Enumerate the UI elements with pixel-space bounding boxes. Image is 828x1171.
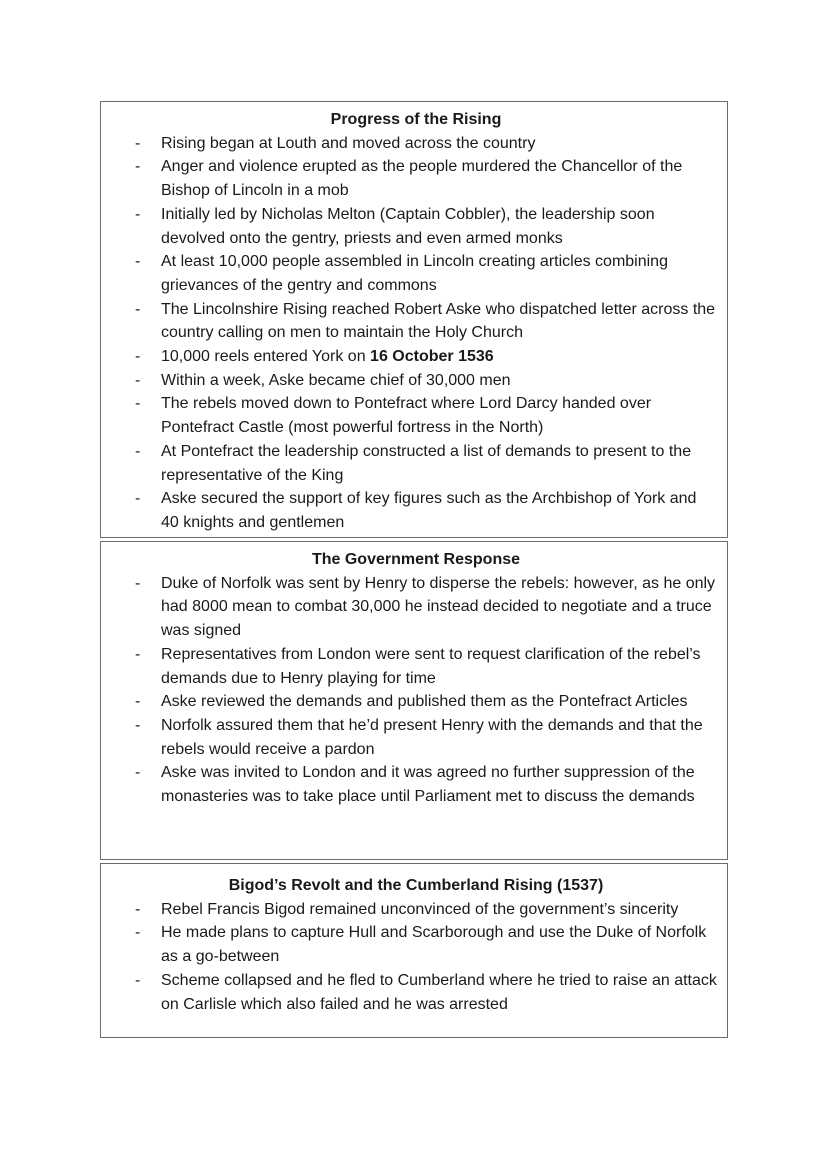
dash-bullet: - <box>135 764 141 782</box>
list-item: - At Pontefract the leadership constructed a list of demands to present to the representative of the King <box>115 440 717 487</box>
list-item: - He made plans to capture Hull and Scarborough and use the Duke of Norfolk as a go-between <box>115 921 717 968</box>
list-item: - Within a week, Aske became chief of 30,000 men <box>115 369 717 393</box>
section-title: Bigod’s Revolt and the Cumberland Rising (1537) <box>228 877 604 894</box>
dash-bullet: - <box>135 442 141 460</box>
bullet-list <box>115 132 717 535</box>
dash-bullet: - <box>135 645 141 663</box>
dash-bullet: - <box>135 300 141 318</box>
dash-bullet: - <box>135 205 141 223</box>
dash-bullet: - <box>135 574 141 592</box>
list-item: - Initially led by Nicholas Melton (Captain Cobbler), the leadership soon devolved onto the gentry, priests and even armed monks <box>115 203 717 250</box>
list-item: - Aske secured the support of key figures such as the Archbishop of York and 40 knights and gentlemen <box>115 487 717 534</box>
list-item: - Aske was invited to London and it was agreed no further suppression of the monasteries was to take place until Parliament met to discuss the demands <box>115 761 717 808</box>
dash-bullet: - <box>135 900 141 918</box>
list-item: - 10,000 reels entered York on 16 October 1536 <box>115 345 717 369</box>
list-item: - Anger and violence erupted as the people murdered the Chancellor of the Bishop of Lincoln in a mob <box>115 155 717 202</box>
bullet-list <box>115 572 717 809</box>
dash-bullet: - <box>135 395 141 413</box>
section-progress-of-the-rising <box>100 101 728 538</box>
list-item: - Rebel Francis Bigod remained unconvinced of the government’s sincerity <box>115 898 717 922</box>
list-item: - Aske reviewed the demands and published them as the Pontefract Articles <box>115 690 717 714</box>
list-item: - The rebels moved down to Pontefract where Lord Darcy handed over Pontefract Castle (most powerful fortress in the North) <box>115 392 717 439</box>
list-item: - Duke of Norfolk was sent by Henry to disperse the rebels: however, as he only had 8000 mean to combat 30,000 he instead decided to negotiate and a truce was signed <box>115 572 717 643</box>
section-government-response <box>100 541 728 860</box>
dash-bullet: - <box>135 253 141 271</box>
dash-bullet: - <box>135 971 141 989</box>
dash-bullet: - <box>135 716 141 734</box>
list-item: - Rising began at Louth and moved across the country <box>115 132 717 156</box>
dash-bullet: - <box>135 158 141 176</box>
list-item: - At least 10,000 people assembled in Lincoln creating articles combining grievances of the gentry and commons <box>115 250 717 297</box>
list-item: - Representatives from London were sent to request clarification of the rebel’s demands due to Henry playing for time <box>115 643 717 690</box>
dash-bullet: - <box>135 490 141 508</box>
section-title: Progress of the Rising <box>330 111 502 128</box>
dash-bullet: - <box>135 134 141 152</box>
list-item: - The Lincolnshire Rising reached Robert Aske who dispatched letter across the country calling on men to maintain the Holy Church <box>115 298 717 345</box>
bullet-list <box>115 898 717 1017</box>
dash-bullet: - <box>135 693 141 711</box>
list-item: - Scheme collapsed and he fled to Cumberland where he tried to raise an attack on Carlisle which also failed and he was arrested <box>115 969 717 1016</box>
dash-bullet: - <box>135 348 141 366</box>
dash-bullet: - <box>135 924 141 942</box>
section-title: The Government Response <box>311 551 521 568</box>
section-bigods-revolt <box>100 863 728 1038</box>
list-item: - Norfolk assured them that he’d present Henry with the demands and that the rebels would receive a pardon <box>115 714 717 761</box>
document-page <box>100 101 728 1038</box>
york-date: 16 October 1536 <box>370 348 494 366</box>
dash-bullet: - <box>135 371 141 389</box>
